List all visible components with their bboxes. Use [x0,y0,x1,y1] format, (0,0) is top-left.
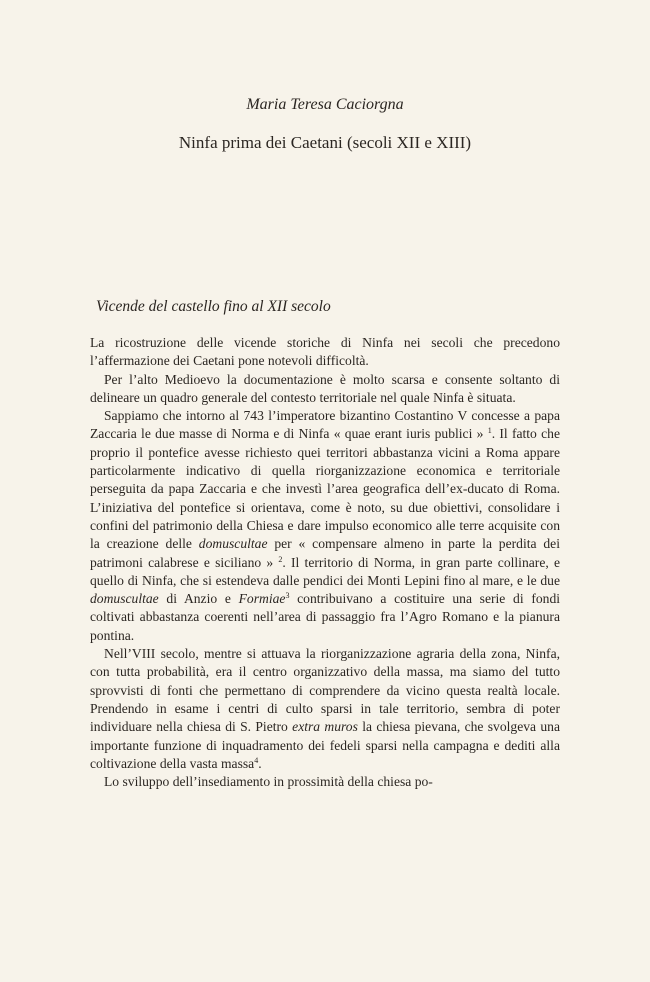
italic-term: Formiae [238,591,286,607]
text-run: Sappiamo che intorno al 743 l’imperatore bizantino Costantino V concesse a papa Zaccaria le due masse di Norma e di Ninfa « quae erant iuris publici » [90,408,560,442]
text-run: . [258,755,262,771]
author-name: Maria Teresa Caciorgna [246,96,404,113]
text-run: la chiesa pievana, che svolgeva una importante funzione di inquadramento dei fedeli sparsi nella campagna e dediti alla coltivazione della vasta massa [90,719,560,771]
italic-term: extra muros [292,719,358,735]
paragraph: Lo sviluppo dell’insediamento in prossimità della chiesa po- [104,774,433,790]
paragraph [90,645,560,773]
footnote-marker: 2 [278,554,283,564]
text-run: Nell’VIII secolo, mentre si attuava la riorganizzazione agraria della zona, Ninfa, con tutta probabilità, era il centro organizzativo della massa, ma siamo del tutto sprovvisti di fonti che permettano di comprendere da vicino questa realtà locale. Prendendo in esame i centri di culto sparsi in tale territorio, sembra di poter individuare nella chiesa di S. Pietro [90,646,560,735]
paragraph: La ricostruzione delle vicende storiche di Ninfa nei secoli che precedono l’affermazione dei Caetani pone notevoli difficoltà. [90,335,560,369]
text-run: di Anzio e [158,591,239,607]
italic-term: domuscultae [90,591,159,607]
text-run: per « compensare almeno in parte la perdita dei patrimoni calabrese e siciliano » [90,536,560,570]
text-run: . Il territorio di Norma, in gran parte collinare, e quello di Ninfa, che si estendeva dalle pendici dei Monti Lepini fino al mare, e le due [90,554,561,588]
article-title: Ninfa prima dei Caetani (secoli XII e XIII) [178,133,472,152]
italic-term: domuscultae [198,536,268,552]
body-text [90,334,560,791]
section-heading: Vicende del castello fino al XII secolo [96,298,331,315]
paragraph [90,407,560,645]
paragraph: Per l’alto Medioevo la documentazione è molto scarsa e consente soltanto di delineare un quadro generale del contesto territoriale nel quale Ninfa è situata. [90,371,560,405]
footnote-marker: 4 [254,755,259,765]
footnote-marker: 3 [285,591,290,601]
footnote-marker: 1 [487,426,492,436]
text-run: contribuivano a costituire una serie di fondi coltivati abbastanza coerenti nell’area di passaggio fra l’Agro Romano e la pianura pontina. [90,591,561,643]
text-run: . Il fatto che proprio il pontefice avesse richiesto quei territori abbastanza vicini a Roma appare particolarmente indicativo di quella riorganizzazione economica e territoriale perseguita da papa Zaccaria e che investì l’area geografica dell’ex-ducato di Roma. L’iniziativa del pontefice si orientava, come è noto, su due obiettivi, consolidare i confini del patrimonio della Chiesa e dare impulso economico alle terre acquisite con la creazione delle [90,426,560,552]
